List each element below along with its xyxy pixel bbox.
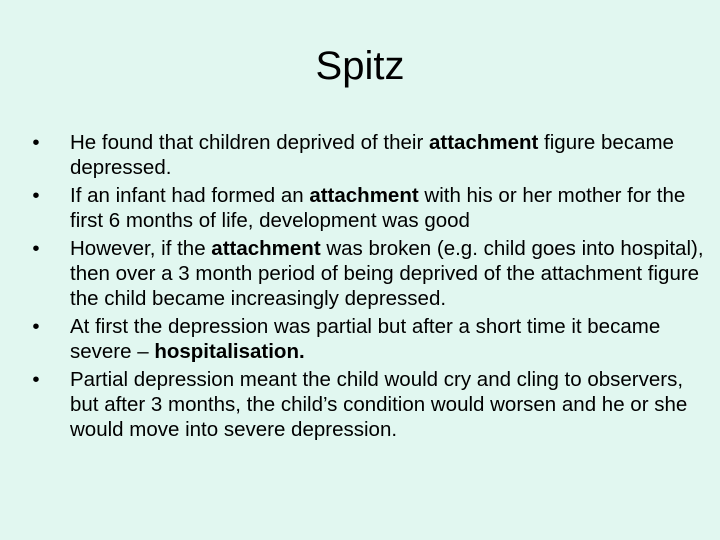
bullet-bold-text: hospitalisation. bbox=[154, 340, 305, 363]
bullet-bold-text: attachment bbox=[428, 131, 539, 154]
bullet-bold-text: attachment bbox=[211, 237, 321, 260]
bullet-text: figure became depressed. bbox=[70, 131, 674, 179]
bullet-text: However, if the bbox=[70, 237, 212, 260]
bullet-text: At first the depression was partial but after a short time it became severe – bbox=[70, 315, 661, 363]
slide-title: Spitz bbox=[315, 44, 405, 88]
bullet-item bbox=[32, 236, 710, 311]
bullet-item bbox=[32, 183, 710, 233]
bullet-text: Partial depression meant the child would cry and cling to observers, but after 3 months, the child’s condition would worsen and he or she would move into severe depression. bbox=[70, 368, 688, 441]
bullet-dot: • bbox=[32, 368, 40, 391]
bullet-list bbox=[32, 130, 710, 445]
bullet-dot: • bbox=[32, 237, 40, 260]
bullet-item bbox=[32, 314, 710, 364]
bullet-dot: • bbox=[32, 184, 40, 207]
bullet-text: He found that children deprived of their bbox=[70, 131, 429, 154]
bullet-text: was broken (e.g. child goes into hospital), then over a 3 month period of being deprived of the attachment figure the child became increasingly depressed. bbox=[70, 237, 704, 310]
bullet-dot: • bbox=[32, 315, 40, 338]
bullet-bold-text: attachment bbox=[309, 184, 419, 207]
bullet-dot: • bbox=[32, 131, 40, 154]
bullet-text: with his or her mother for the first 6 months of life, development was good bbox=[70, 184, 686, 232]
bullet-item bbox=[32, 367, 710, 442]
bullet-item bbox=[32, 130, 710, 180]
bullet-text: If an infant had formed an bbox=[70, 184, 310, 207]
